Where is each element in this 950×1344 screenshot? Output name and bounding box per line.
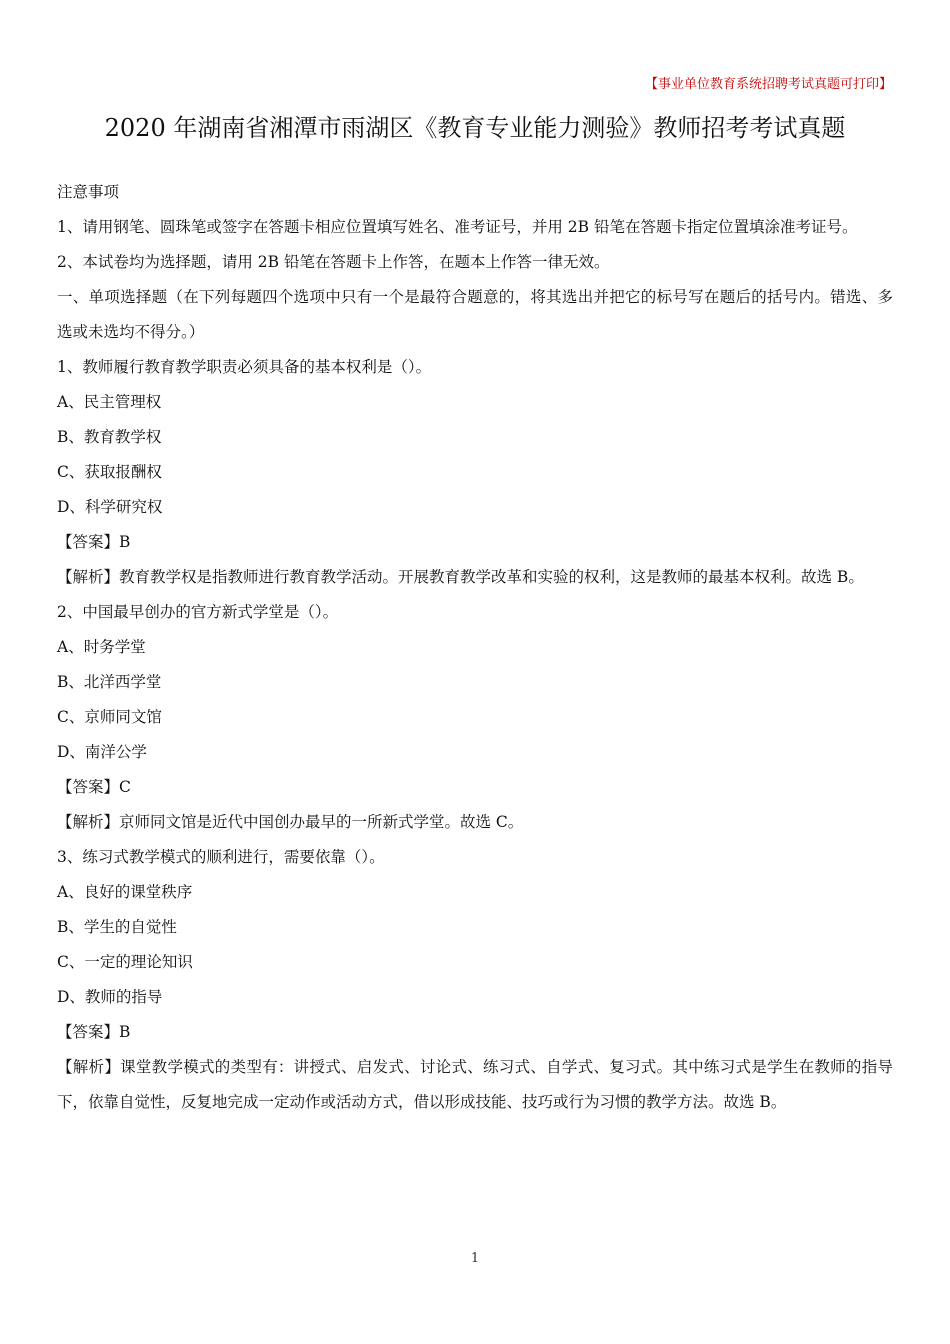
exam-body bbox=[57, 175, 893, 1120]
question-2-option-a: A、时务学堂 bbox=[57, 638, 146, 656]
question-3-option-a: A、良好的课堂秩序 bbox=[57, 883, 193, 901]
question-1-option-b: B、教育教学权 bbox=[57, 428, 162, 446]
question-3-analysis: 【解析】课堂教学模式的类型有：讲授式、启发式、讨论式、练习式、自学式、复习式。其中练习式是学生在教师的指导下，依靠自觉性，反复地完成一定动作或活动方式，借以形成技能、技巧或行为习惯的教学方法。故选 B。 bbox=[57, 1058, 893, 1111]
question-1-option-a: A、民主管理权 bbox=[57, 393, 162, 411]
page-number: 1 bbox=[470, 1251, 480, 1266]
question-2-option-b: B、北洋西学堂 bbox=[57, 673, 162, 691]
question-2-answer: 【答案】C bbox=[57, 778, 131, 796]
question-2-option-c: C、京师同文馆 bbox=[57, 708, 162, 726]
section-heading: 一、单项选择题（在下列每题四个选项中只有一个是最符合题意的，将其选出并把它的标号写在题后的括号内。错选、多选或未选均不得分。） bbox=[57, 288, 893, 341]
question-2-stem: 2、中国最早创办的官方新式学堂是（）。 bbox=[57, 603, 339, 621]
question-3-option-b: B、学生的自觉性 bbox=[57, 918, 177, 936]
header-note: 【事业单位教育系统招聘考试真题可打印】 bbox=[644, 77, 892, 92]
question-3-stem: 3、练习式教学模式的顺利进行，需要依靠（）。 bbox=[57, 848, 385, 866]
question-1-option-d: D、科学研究权 bbox=[57, 498, 163, 516]
notice-item-1: 1、请用钢笔、圆珠笔或签字在答题卡相应位置填写姓名、准考证号，并用 2B 铅笔在答题卡指定位置填涂准考证号。 bbox=[57, 218, 858, 236]
question-3-option-c: C、一定的理论知识 bbox=[57, 953, 193, 971]
page-title: 2020 年湖南省湘潭市雨湖区《教育专业能力测验》教师招考考试真题 bbox=[104, 114, 846, 142]
question-1-stem: 1、教师履行教育教学职责必须具备的基本权利是（）。 bbox=[57, 358, 432, 376]
question-3-answer: 【答案】B bbox=[57, 1023, 131, 1041]
notice-item-2: 2、本试卷均为选择题，请用 2B 铅笔在答题卡上作答，在题本上作答一律无效。 bbox=[57, 253, 610, 271]
question-2-option-d: D、南洋公学 bbox=[57, 743, 147, 761]
question-3-option-d: D、教师的指导 bbox=[57, 988, 163, 1006]
question-1-option-c: C、获取报酬权 bbox=[57, 463, 162, 481]
question-2-analysis: 【解析】京师同文馆是近代中国创办最早的一所新式学堂。故选 C。 bbox=[57, 813, 524, 831]
question-1-answer: 【答案】B bbox=[57, 533, 131, 551]
notice-heading: 注意事项 bbox=[57, 183, 120, 201]
question-1-analysis: 【解析】教育教学权是指教师进行教育教学活动。开展教育教学改革和实验的权利，这是教师的最基本权利。故选 B。 bbox=[57, 568, 864, 586]
